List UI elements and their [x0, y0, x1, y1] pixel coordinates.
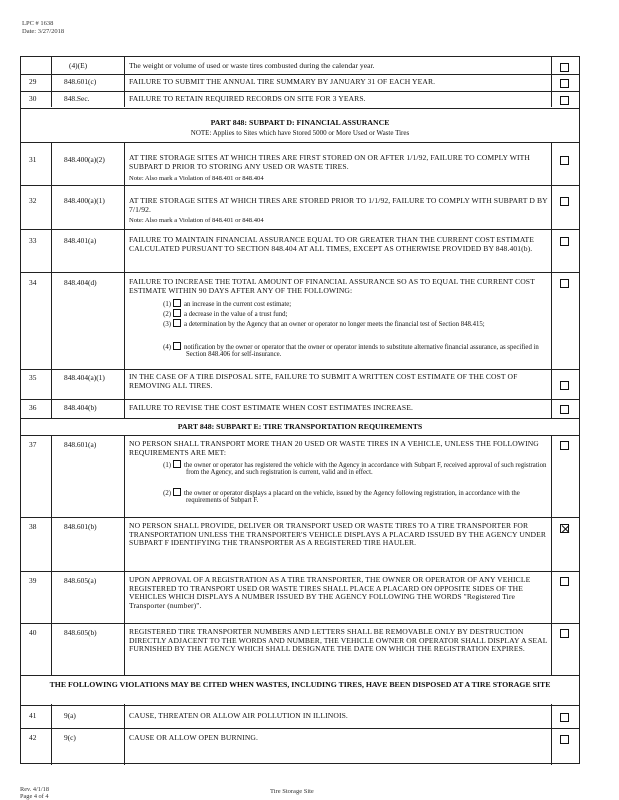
sub-item-label: (2)	[163, 490, 171, 497]
regulation-code: 848.601(c)	[64, 77, 97, 86]
footer-revision	[20, 786, 49, 800]
violation-checkbox-checked[interactable]	[560, 524, 569, 533]
violation-number: 39	[29, 576, 37, 585]
violation-note: Note: Also mark a Violation of 848.401 or 848.404	[129, 217, 264, 224]
violation-row-28	[21, 57, 579, 73]
violation-number: 34	[29, 278, 37, 287]
footer-form-name: Tire Storage Site	[270, 788, 314, 795]
violation-text: FAILURE TO REVISE THE COST ESTIMATE WHEN COST ESTIMATES INCREASE.	[129, 403, 413, 412]
violation-checkbox[interactable]	[560, 237, 569, 246]
regulation-code: 848.Sec.	[64, 94, 90, 103]
violation-text: The weight or volume of used or waste tires combusted during the calendar year.	[129, 61, 375, 70]
sub-item-34-4	[151, 342, 551, 359]
violations-table	[20, 56, 580, 764]
violation-text: NO PERSON SHALL TRANSPORT MORE THAN 20 USED OR WASTE TIRES IN A VEHICLE, UNLESS THE FOLLOWING REQUIREMENTS ARE MET:	[129, 439, 539, 457]
violation-number: 33	[29, 236, 37, 245]
violation-checkbox[interactable]	[560, 577, 569, 586]
sub-item-label: (1)	[163, 462, 171, 469]
violation-row-41	[21, 705, 579, 727]
violation-text: CAUSE, THREATEN OR ALLOW AIR POLLUTION IN ILLINOIS.	[129, 711, 348, 720]
regulation-code: 848.404(a)(1)	[64, 373, 105, 382]
violation-text: NO PERSON SHALL PROVIDE, DELIVER OR TRANSPORT USED OR WASTE TIRES TO A TIRE TRANSPORTER FOR TRANSPORTATION UNLESS THE TRANSPORTER'S VEHICLE DISPLAYS A PLACARD ISSUED BY THE AGENCY UNDER SUBPART F IDENTIFYING THE TRANSPORTER AS A REGISTERED TIRE HAULER.	[129, 521, 547, 548]
subpart-d-note: NOTE: Applies to Sites which have Stored 5000 or More Used or Waste Tires	[190, 129, 410, 137]
page-number: Page 4 of 4	[20, 793, 49, 800]
sub-item-34-2	[151, 309, 531, 318]
regulation-code: 848.605(b)	[64, 628, 97, 637]
sub-item-37-2	[151, 488, 551, 505]
violation-text: FAILURE TO INCREASE THE TOTAL AMOUNT OF FINANCIAL ASSURANCE SO AS TO EQUAL THE CURRENT COST ESTIMATE WITHIN 90 DAYS AFTER ANY OF THE FOLLOWING:	[129, 277, 535, 295]
regulation-code: 848.601(b)	[64, 522, 97, 531]
violation-number: 41	[29, 711, 37, 720]
violation-number: 32	[29, 196, 37, 205]
regulation-code: 9(c)	[64, 733, 76, 742]
sub-item-label: (1)	[163, 301, 171, 308]
regulation-code: 848.400(a)(1)	[64, 196, 105, 205]
violation-row-31	[21, 142, 579, 184]
violation-number: 42	[29, 733, 37, 742]
violation-number: 38	[29, 522, 37, 531]
sub-item-text: the owner or operator has registered the vehicle with the Agency in accordance with Subpart F, received approval of such registration from the Agency, and such registration is current, valid and in effect.	[184, 462, 547, 477]
document-header	[22, 20, 64, 36]
sub-item-label: (3)	[163, 321, 171, 328]
violation-checkbox[interactable]	[560, 279, 569, 288]
regulation-code: 848.601(a)	[64, 440, 97, 449]
violation-checkbox[interactable]	[560, 735, 569, 744]
violation-text: REGISTERED TIRE TRANSPORTER NUMBERS AND LETTERS SHALL BE REMOVABLE ONLY BY DESTRUCTION DIRECTLY ADJACENT TO THE WORDS AND NUMBER, THE VEHICLE OWNER OR OPERATOR SHALL DISPLAY A SEAL FURNISHED BY THE AGENCY WHICH SHALL DESIGNATE THE DATE ON WHICH THE REGISTRATION EXPIRES.	[129, 627, 548, 654]
violation-checkbox[interactable]	[560, 197, 569, 206]
sub-item-text: notification by the owner or operator that the owner or operator intends to substitute alternative financial assurance, as specified in Section 848.406 for self-insurance.	[184, 344, 539, 359]
regulation-code: 848.404(b)	[64, 403, 97, 412]
violation-number: 35	[29, 373, 37, 382]
violation-text: FAILURE TO MAINTAIN FINANCIAL ASSURANCE EQUAL TO OR GREATER THAN THE CURRENT COST ESTIMATE CALCULATED PURSUANT TO SECTION 848.404 AT ALL TIMES, EXCEPT AS OTHERWISE PROVIDED BY 848.401(b).	[129, 235, 535, 253]
violation-text: FAILURE TO RETAIN REQUIRED RECORDS ON SITE FOR 3 YEARS.	[129, 94, 366, 103]
violation-checkbox[interactable]	[560, 381, 569, 390]
sub-item-text: the owner or operator displays a placard on the vehicle, issued by the Agency following registration, in accordance with the requirements of Subpart F.	[184, 490, 520, 505]
sub-item-label: (2)	[163, 311, 171, 318]
subpart-e-title: PART 848: SUBPART E: TIRE TRANSPORTATION REQUIREMENTS	[177, 422, 423, 431]
sub-item-34-1	[151, 299, 531, 308]
lpc-number: LPC # 1638	[22, 20, 54, 27]
violation-text: AT TIRE STORAGE SITES AT WHICH TIRES ARE FIRST STORED ON OR AFTER 1/1/92, FAILURE TO COMPLY WITH SUBPART D PRIOR TO STORING ANY USED OR WASTE TIRES.	[129, 153, 530, 171]
sub-item-checkbox[interactable]	[173, 342, 181, 350]
violation-number: 36	[29, 403, 37, 412]
violation-number: 40	[29, 628, 37, 637]
regulation-code: 848.400(a)(2)	[64, 155, 105, 164]
violation-row-35	[21, 369, 579, 398]
violation-row-36	[21, 399, 579, 417]
sub-item-checkbox[interactable]	[173, 460, 181, 468]
violation-row-34	[21, 272, 579, 368]
violation-number: 31	[29, 155, 37, 164]
sub-item-checkbox[interactable]	[173, 319, 181, 327]
regulation-code: (4)(E)	[69, 61, 88, 70]
subpart-d-title: PART 848: SUBPART D: FINANCIAL ASSURANCE	[210, 118, 390, 127]
revision-date: Rev. 4/1/18	[20, 786, 49, 793]
sub-item-text: a determination by the Agency that an owner or operator no longer meets the financial test of Section 848.415;	[184, 321, 485, 328]
violation-number: 29	[29, 77, 37, 86]
sub-item-checkbox[interactable]	[173, 299, 181, 307]
violation-text: AT TIRE STORAGE SITES AT WHICH TIRES ARE STORED PRIOR TO 1/1/92, FAILURE TO COMPLY WITH SUBPART D BY 7/1/92.	[129, 196, 548, 214]
sub-item-label: (4)	[163, 344, 171, 351]
violation-checkbox[interactable]	[560, 96, 569, 105]
violation-text: FAILURE TO SUBMIT THE ANNUAL TIRE SUMMARY BY JANUARY 31 OF EACH YEAR.	[129, 77, 436, 86]
violation-text: IN THE CASE OF A TIRE DISPOSAL SITE, FAILURE TO SUBMIT A WRITTEN COST ESTIMATE OF THE COST OF REMOVING ALL TIRES.	[129, 372, 518, 390]
violation-checkbox[interactable]	[560, 63, 569, 72]
violation-note: Note: Also mark a Violation of 848.401 or 848.404	[129, 175, 264, 182]
row-divider	[21, 108, 579, 109]
violation-row-33	[21, 229, 579, 271]
sub-item-checkbox[interactable]	[173, 488, 181, 496]
violation-checkbox[interactable]	[560, 629, 569, 638]
regulation-code: 9(a)	[64, 711, 76, 720]
violation-row-29	[21, 74, 579, 90]
violation-row-30	[21, 91, 579, 107]
sub-item-text: a decrease in the value of a trust fund;	[184, 311, 288, 318]
violation-checkbox[interactable]	[560, 713, 569, 722]
violation-checkbox[interactable]	[560, 156, 569, 165]
violation-text: UPON APPROVAL OF A REGISTRATION AS A TIRE TRANSPORTER, THE OWNER OR OPERATOR OF ANY VEHICLE REGISTERED TO TRANSPORT USED OR WASTE TIRES SHALL PLACE A PLACARD ON OPPOSITE SIDES OF THE VEHICLES WHICH DISPLAYS A NUMBER ISSUED BY THE AGENCY FOLLOWING THE WORDS "Registered Tire Transporter (number)".	[129, 575, 531, 611]
regulation-code: 848.605(a)	[64, 576, 97, 585]
regulation-code: 848.404(d)	[64, 278, 97, 287]
inspection-date: Date: 3/27/2018	[22, 27, 65, 35]
violation-number: 37	[29, 440, 37, 449]
violation-row-37	[21, 435, 579, 517]
sub-item-checkbox[interactable]	[173, 309, 181, 317]
sub-item-37-1	[151, 460, 551, 477]
violation-row-39	[21, 571, 579, 622]
violation-row-38	[21, 517, 579, 571]
sub-item-text: an increase in the current cost estimate;	[184, 301, 292, 308]
violation-row-42	[21, 728, 579, 750]
regulation-code: 848.401(a)	[64, 236, 97, 245]
violation-row-32	[21, 185, 579, 228]
violation-checkbox[interactable]	[560, 405, 569, 414]
violation-number: 30	[29, 94, 37, 103]
violation-row-40	[21, 623, 579, 681]
disposed-title: THE FOLLOWING VIOLATIONS MAY BE CITED WHEN WASTES, INCLUDING TIRES, HAVE BEEN DISPOSED AT A TIRE STORAGE SITE	[49, 680, 551, 689]
violation-checkbox[interactable]	[560, 79, 569, 88]
sub-item-34-3	[151, 319, 551, 328]
violation-checkbox[interactable]	[560, 441, 569, 450]
violation-text: CAUSE OR ALLOW OPEN BURNING.	[129, 733, 259, 742]
